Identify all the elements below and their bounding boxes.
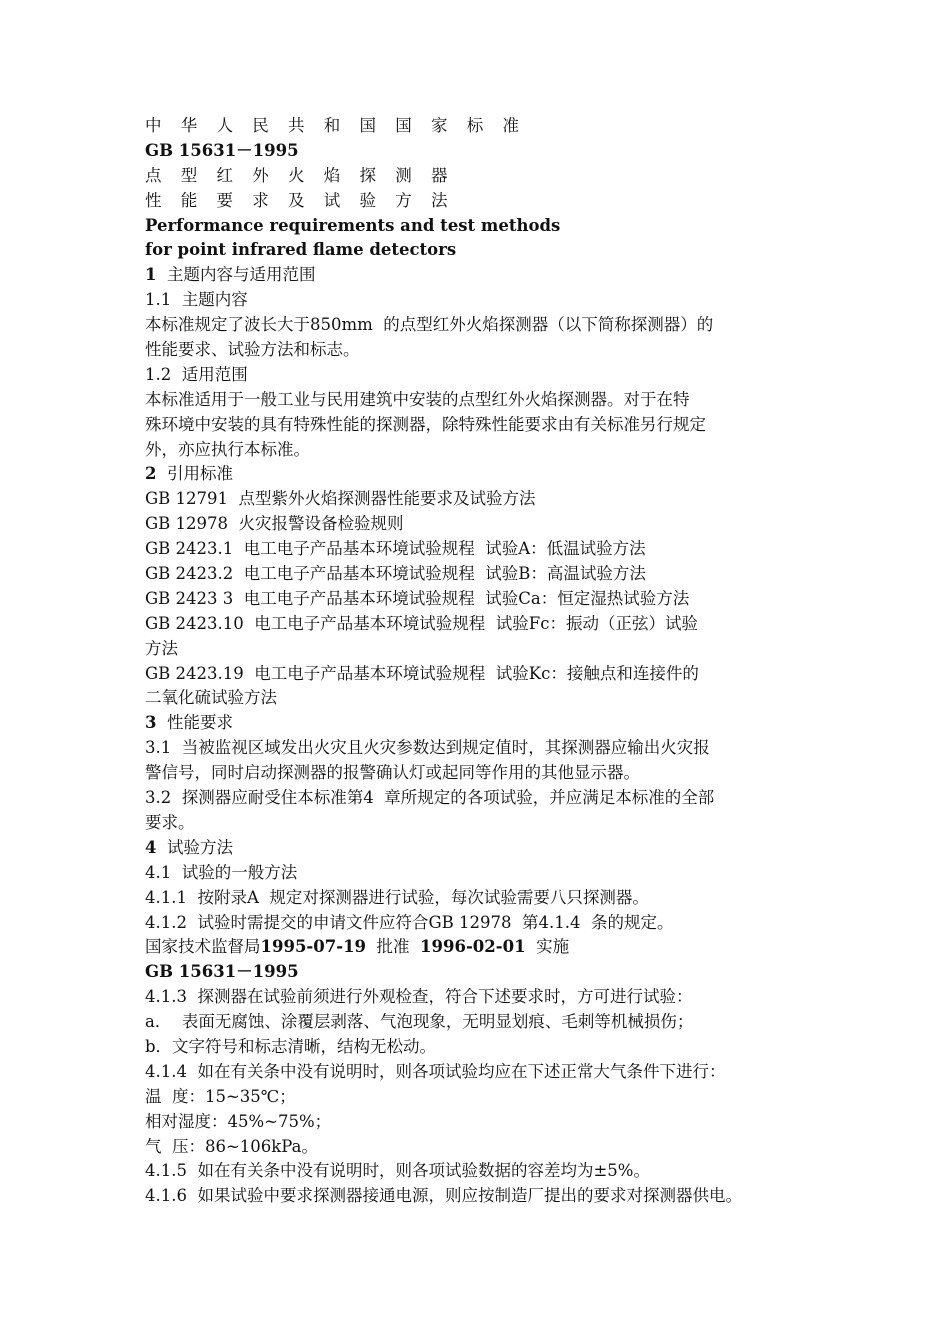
section-4-heading [145,836,845,861]
paragraph-4-1-1: 4.1.1 按附录A 规定对探测器进行试验，每次试验需要八只探测器。 [145,887,649,907]
condition-temperature: 温 度：15~35℃； [145,1086,296,1106]
list-item-b: b．文字符号和标志清晰，结构无松动。 [145,1036,437,1056]
section-2-heading [145,462,845,487]
paragraph-3-1-line-1: 3.1 当被监视区域发出火灾且火灾参数达到规定值时，其探测器应输出火灾报 [145,738,710,758]
condition-pressure: 气 压：86~106kPa。 [145,1136,319,1156]
section-4-number: 4 [145,837,157,857]
section-3-title: 性能要求 [166,713,233,733]
section-1-heading [145,263,845,288]
title-line-2: 性 能 要 求 及 试 验 方 法 [145,190,455,210]
paragraph-1-1-line-2: 性能要求、试验方法和标志。 [145,340,360,360]
section-1-title: 主题内容与适用范围 [166,265,316,285]
reference-gb12791: GB 12791 点型紫外火焰探测器性能要求及试验方法 [145,489,536,509]
paragraph-1-2-line-1: 本标准适用于一般工业与民用建筑中安装的点型红外火焰探测器。对于在特 [145,389,690,409]
issue-line [145,935,845,960]
paragraph-4-1-2: 4.1.2 试验时需提交的申请文件应符合GB 12978 第4.1.4 条的规定。 [145,912,674,932]
subsection-4-1: 4.1 试验的一般方法 [145,862,298,882]
approve-text: 批准 [366,937,421,957]
english-title-line-1: Performance requirements and test methods [145,215,561,235]
paragraph-4-1-6: 4.1.6 如果试验中要求探测器接通电源，则应按制造厂提出的要求对探测器供电。 [145,1186,742,1206]
section-2-title: 引用标准 [166,464,233,484]
condition-humidity: 相对湿度：45%~75%； [145,1111,332,1131]
paragraph-1-2-line-3: 外，亦应执行本标准。 [145,439,310,459]
title-line-1: 点 型 红 外 火 焰 探 测 器 [145,165,455,185]
paragraph-4-1-3: 4.1.3 探测器在试验前须进行外观检查，符合下述要求时，方可进行试验： [145,987,693,1007]
paragraph-3-1-line-2: 警信号，同时启动探测器的报警确认灯或起同等作用的其他显示器。 [145,763,640,783]
subsection-1-2: 1.2 适用范围 [145,364,248,384]
paragraph-3-2-line-2: 要求。 [145,812,195,832]
issue-date: 1995-07-19 [260,937,367,957]
reference-gb2423-19-line-2: 二氧化硫试验方法 [145,688,277,708]
reference-gb12978: GB 12978 火灾报警设备检验规则 [145,514,404,534]
english-title-line-2: for point infrared flame detectors [145,240,457,260]
reference-gb2423-3: GB 2423 3 电工电子产品基本环境试验规程 试验Ca：恒定湿热试验方法 [145,588,690,608]
reference-gb2423-10-line-1: GB 2423.10 电工电子产品基本环境试验规程 试验Fc：振动（正弦）试验 [145,613,698,633]
document-body [145,114,845,1209]
section-1-number: 1 [145,265,157,285]
section-3-number: 3 [145,713,157,733]
reference-gb2423-2: GB 2423.2 电工电子产品基本环境试验规程 试验B：高温试验方法 [145,564,646,584]
reference-gb2423-10-line-2: 方法 [145,638,178,658]
issuer: 国家技术监督局 [145,937,261,957]
subsection-1-1: 1.1 主题内容 [145,290,248,310]
reference-gb2423-1: GB 2423.1 电工电子产品基本环境试验规程 试验A：低温试验方法 [145,539,646,559]
paragraph-3-2-line-1: 3.2 探测器应耐受住本标准第4 章所规定的各项试验，并应满足本标准的全部 [145,788,715,808]
standard-number: GB 15631－1995 [145,140,299,160]
paragraph-1-2-line-2: 殊环境中安装的具有特殊性能的探测器，除特殊性能要求由有关标准另行规定 [145,414,706,434]
paragraph-4-1-4: 4.1.4 如在有关条中没有说明时，则各项试验均应在下述正常大气条件下进行： [145,1061,726,1081]
section-3-heading [145,711,845,736]
section-4-title: 试验方法 [166,837,233,857]
standard-number-repeat: GB 15631－1995 [145,962,299,982]
national-standard-title: 中 华 人 民 共 和 国 国 家 标 准 [145,116,526,135]
section-2-number: 2 [145,464,157,484]
reference-gb2423-19-line-1: GB 2423.19 电工电子产品基本环境试验规程 试验Kc：接触点和连接件的 [145,663,699,683]
paragraph-4-1-5: 4.1.5 如在有关条中没有说明时，则各项试验数据的容差均为±5%。 [145,1161,650,1181]
implementation-text: 实施 [525,937,570,957]
list-item-a: a． 表面无腐蚀、涂覆层剥落、气泡现象，无明显划痕、毛刺等机械损伤； [145,1012,694,1032]
implementation-date: 1996-02-01 [420,937,526,957]
paragraph-1-1-line-1: 本标准规定了波长大于850mm 的点型红外火焰探测器（以下简称探测器）的 [145,315,714,335]
